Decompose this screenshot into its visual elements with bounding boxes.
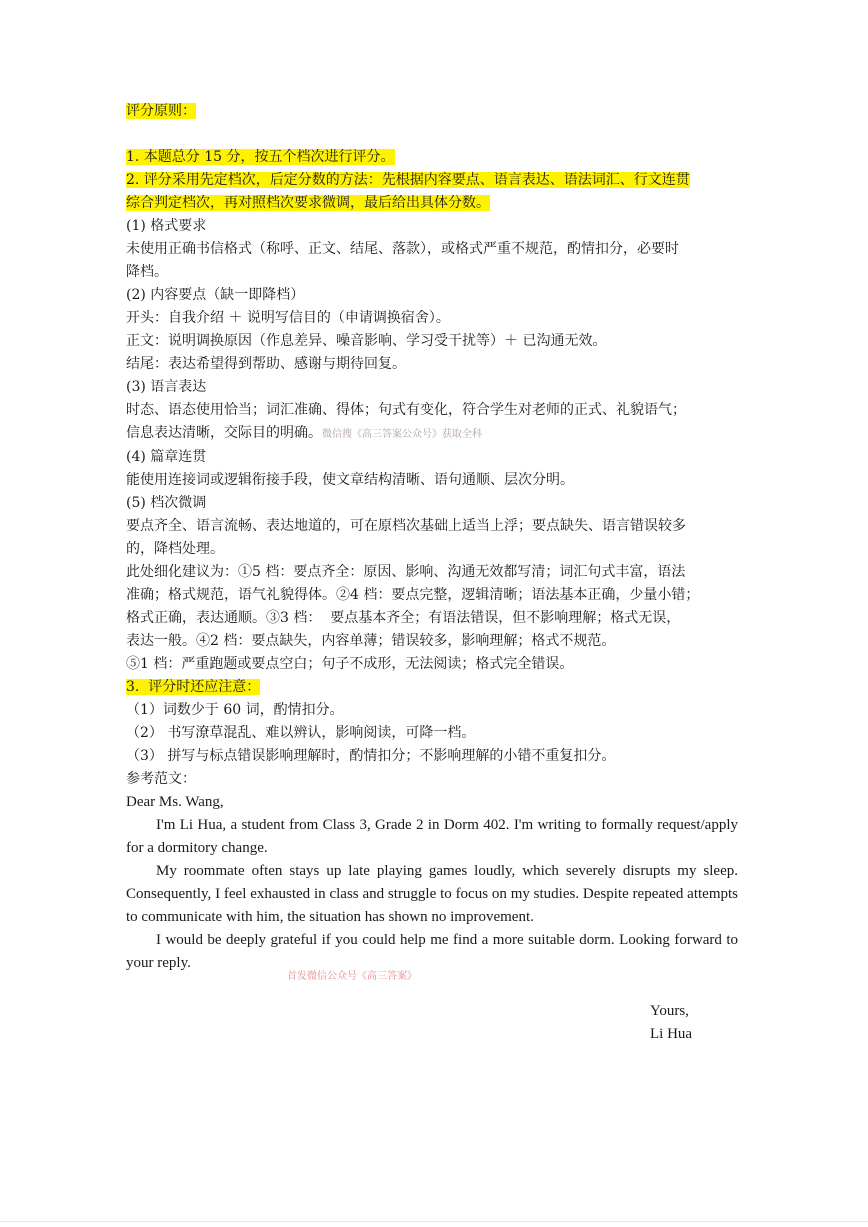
letter-closing: Yours, (650, 1003, 689, 1019)
language-body-1: 时态、语态使用恰当；词汇准确、得体；句式有变化，符合学生对老师的正式、礼貌语气； (126, 402, 686, 418)
notes-title-line (126, 676, 738, 699)
rule-2-part-2: 综合判定档次，再对照档次要求微调，最后给出具体分数。 (126, 195, 490, 211)
note-1: （1）词数少于 60 词，酌情扣分。 (126, 702, 344, 718)
inline-watermark: 微信搜《高三答案公众号》获取全科 (322, 429, 482, 440)
page-bottom-divider (0, 1221, 868, 1222)
letter-paragraph-3: I would be deeply grateful if you could help me find a more suitable dorm. Looking forward to your reply. (126, 932, 742, 971)
spacer (126, 123, 738, 146)
content-body: 正文：说明调换原因（作息差异、噪音影响、学习受干扰等）＋ 已沟通无效。 (126, 333, 607, 349)
rule-2-line-1 (126, 169, 738, 192)
rule-1-line (126, 146, 738, 169)
letter-signoff (650, 1000, 692, 1046)
language-body-2-line (126, 422, 738, 446)
heading-line (126, 100, 738, 123)
content-ending: 结尾：表达希望得到帮助、感谢与期待回复。 (126, 356, 406, 372)
language-body-2: 信息表达清晰，交际目的明确。 (126, 425, 322, 441)
rule-2-line-2 (126, 192, 738, 215)
format-title: (1) 格式要求 (126, 218, 207, 234)
adjust-title: (5) 档次微调 (126, 495, 207, 511)
detail-line-2: 准确；格式规范，语气礼貌得体。②4 档：要点完整，逻辑清晰；语法基本正确，少量小错； (126, 587, 700, 603)
adjust-body-2: 的，降档处理。 (126, 541, 224, 557)
format-body-2: 降档。 (126, 264, 168, 280)
letter-paragraph-2: My roommate often stays up late playing games loudly, which severely disrupts my sleep. Consequently, I feel exhausted in class and struggle to focus on my studies. Despite repeated attempts to communicate with him, the situation has shown no improvement. (126, 863, 742, 925)
coherence-title: (4) 篇章连贯 (126, 449, 207, 465)
detail-line-5: ⑤1 档：严重跑题或要点空白；句子不成形，无法阅读；格式完全错误。 (126, 656, 574, 672)
coherence-body: 能使用连接词或逻辑衔接手段，使文章结构清晰、语句通顺、层次分明。 (126, 472, 574, 488)
letter-salutation: Dear Ms. Wang, (126, 794, 224, 810)
sample-title: 参考范文： (126, 771, 196, 787)
note-3: （3） 拼写与标点错误影响理解时，酌情扣分；不影响理解的小错不重复扣分。 (126, 748, 616, 764)
center-watermark: 首发微信公众号《高三答案》 (287, 971, 417, 982)
letter-paragraph-1: I'm Li Hua, a student from Class 3, Grade 2 in Dorm 402. I'm writing to formally request/apply for a dormitory change. (126, 817, 742, 856)
language-title: (3) 语言表达 (126, 379, 207, 395)
detail-line-4: 表达一般。④2 档：要点缺失，内容单薄；错误较多，影响理解；格式不规范。 (126, 633, 616, 649)
notes-title: 3. 评分时还应注意： (126, 679, 261, 695)
content-opening: 开头：自我介绍 ＋ 说明写信目的（申请调换宿舍）。 (126, 310, 450, 326)
detail-line-1: 此处细化建议为：①5 档：要点齐全：原因、影响、沟通无效都写清；词汇句式丰富，语法 (126, 564, 686, 580)
rule-2-part-1: 2. 评分采用先定档次，后定分数的方法：先根据内容要点、语言表达、语法词汇、行文连贯 (126, 172, 690, 188)
format-body-1: 未使用正确书信格式（称呼、正文、结尾、落款），或格式严重不规范，酌情扣分，必要时 (126, 241, 679, 257)
letter-signature: Li Hua (650, 1026, 693, 1042)
scoring-principles-heading: 评分原则： (126, 103, 196, 119)
detail-line-3: 格式正确，表达通顺。③3 档： 要点基本齐全；有语法错误，但不影响理解；格式无误， (126, 610, 681, 626)
note-2: （2） 书写潦草混乱、难以辨认，影响阅读，可降一档。 (126, 725, 476, 741)
content-title: (2) 内容要点（缺一即降档） (126, 287, 305, 303)
document-content (126, 100, 742, 987)
rule-1: 1. 本题总分 15 分，按五个档次进行评分。 (126, 149, 395, 165)
adjust-body-1: 要点齐全、语言流畅、表达地道的，可在原档次基础上适当上浮；要点缺失、语言错误较多 (126, 518, 686, 534)
